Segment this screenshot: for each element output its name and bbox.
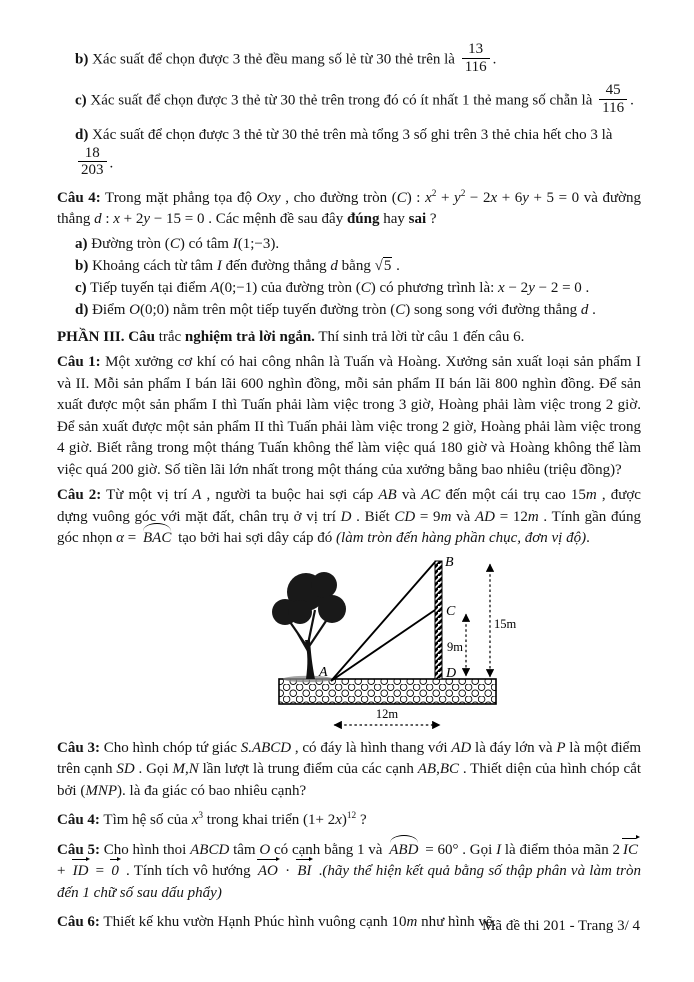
question-6: Câu 6: Thiết kế khu vườn Hạnh Phúc hình vuông cạnh 10m như hình vẽ. xyxy=(57,914,497,930)
label-9m: 9m xyxy=(447,639,463,654)
question-p2-4a: a) Đường tròn (C) có tâm I(1;−3). xyxy=(75,235,280,252)
question-3: Câu 3: Cho hình chóp tứ giác S.ABCD , có đáy là hình thang với AD là đáy lớn và P là một điểm trên cạnh SD . Gọi M,N lần lượt là trung điểm của các cạnh AB,BC . Thiết diện của hình chóp cắt bởi (MNP). là đa giác có bao nhiêu cạnh? xyxy=(57,739,642,799)
statement-3d: d) Xác suất để chọn được 3 thẻ từ 30 thẻ trên mà tổng 3 số ghi trên 3 thẻ chia hết cho 3 là $\frac{18}{203}$ . xyxy=(75,127,613,178)
label-12m: 12m xyxy=(375,706,399,721)
label-B: B xyxy=(445,554,454,570)
label-A: A xyxy=(319,664,328,680)
cau2-figure xyxy=(270,552,522,732)
question-5: Câu 5: Cho hình thoi ABCD tâm O có cạnh bằng 1 và ABD = 60° . Gọi I là điểm thỏa mãn 2 IC + ID = 0 . Tính tích vô hướng AO · BI .(hãy thể hiện kết quả bằng số thập phân và làm tròn đến 1 chữ số sau dấu phẩy) xyxy=(57,841,641,901)
question-p2-4b: b) Khoảng cách từ tâm I đến đường thẳng d bằng √5 . xyxy=(75,257,400,274)
question-p2-4d: d) Điểm O(0;0) nằm trên một tiếp tuyến đường tròn (C) song song với đường thẳng d . xyxy=(75,301,596,318)
question-4: Câu 4: Tìm hệ số của $x^3$ trong khai triển $(1+ 2x)^{12}$ ? xyxy=(57,811,367,828)
question-1: Câu 1: Một xưởng cơ khí có hai công nhân là Tuấn và Hoàng. Xưởng sản xuất loại sản phẩm I và II. Mỗi sản phẩm I bán lãi 600 nghìn đồng, mỗi sản phẩm II bán lãi 800 nghìn đồng. Để sản xuất được một sản phẩm I thì Tuấn phải làm việc trong 3 giờ, Hoàng phải làm việc trong 2 giờ. Để sản xuất được một sản phẩm II thì Tuấn phải làm việc trong 2 giờ, Hoàng phải làm việc trong 4 giờ. Biết rằng trong một tháng Tuấn không thể làm việc quá 180 giờ và Hoàng không thể làm việc quá 200 giờ. Số tiền lãi lớn nhất trong một tháng của xưởng bằng bao nhiêu (triệu đồng)? xyxy=(57,354,642,478)
tree xyxy=(272,572,346,682)
question-p2-4-stem: Câu 4: Trong mặt phẳng tọa độ Oxy , cho đường tròn (C) : $x^2 + y^2 - 2x + 6y + 5 = 0$ và đường thẳng d : x + 2y − 15 = 0 . Các mệnh đề sau đây đúng hay sai ? xyxy=(57,188,642,227)
page-content xyxy=(57,42,641,934)
pole xyxy=(435,561,442,679)
question-2: Câu 2: Từ một vị trí A , người ta buộc hai sợi cáp AB và AC đến một cái trụ cao 15m , được dựng vuông góc với mặt đất, chân trụ ở vị trí D . Biết CD = 9m và AD = 12m . Tính gần đúng góc nhọn α = BAC tạo bởi hai sợi dây cáp đó (làm tròn đến hàng phần chục, đơn vị độ). xyxy=(57,485,641,550)
question-p2-4c: c) Tiếp tuyến tại điểm A(0;−1) của đường tròn (C) có phương trình là: x − 2y − 2 = 0 . xyxy=(75,279,590,296)
label-15m: 15m xyxy=(494,616,517,631)
label-C: C xyxy=(446,603,456,619)
page-footer: Mã đề thi 201 - Trang 3/ 4 xyxy=(482,918,640,934)
statement-3c: c) Xác suất để chọn được 3 thẻ từ 30 thẻ trên trong đó có ít nhất 1 thẻ mang số chẵn là $\frac{45}{116}$ . xyxy=(75,82,634,116)
statement-3b: b) Xác suất để chọn được 3 thẻ đều mang số lẻ từ 30 thẻ trên là $\frac{13}{116}$ . xyxy=(75,41,497,75)
label-D: D xyxy=(446,665,457,681)
part3-heading: PHẦN III. Câu trắc nghiệm trả lời ngắn. Thí sinh trả lời từ câu 1 đến câu 6. xyxy=(57,328,525,345)
pole-cable-diagram xyxy=(270,552,522,732)
ground-strip xyxy=(279,679,496,704)
